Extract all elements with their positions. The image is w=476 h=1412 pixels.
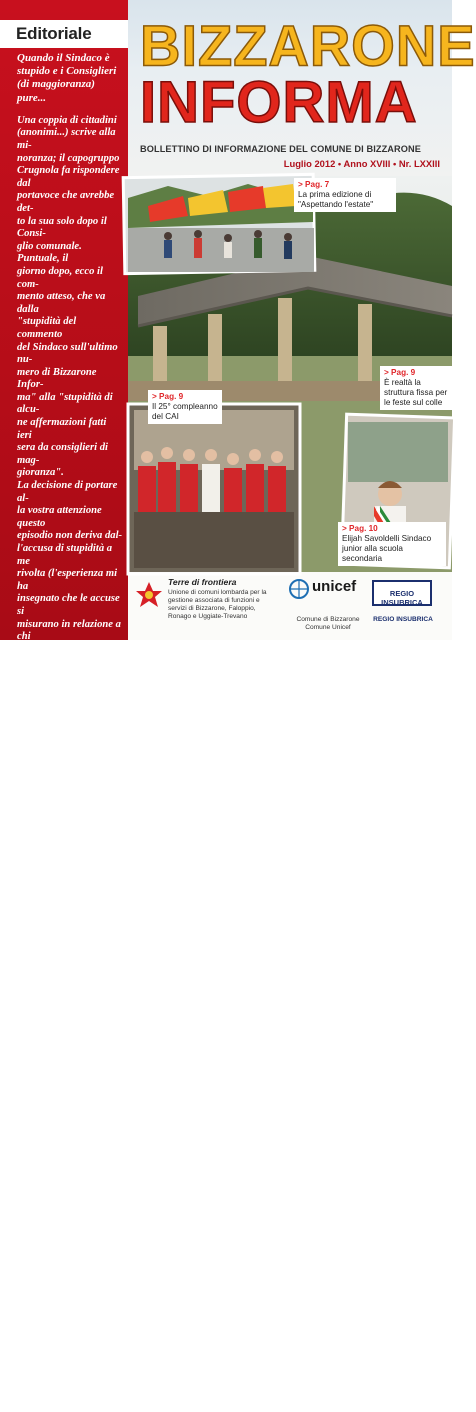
- editorial-line: rebbero macchiati...: [17, 1248, 105, 1260]
- editorial-line: zione di oltre 300.000 euro: [17, 1386, 111, 1411]
- terre-di-frontiera-logo-icon: [134, 580, 164, 610]
- issue-info: Luglio 2012 • Anno XVIII • Nr. LXXIII: [283, 158, 440, 169]
- cover-photo-collage: [128, 176, 452, 640]
- editorial-line: episodio non deriva dal-: [17, 530, 123, 542]
- editorial-line: la vostra attenzione questo: [17, 505, 102, 529]
- caption-text: Elijah Savoldelli Sindaco junior alla scuola secondaria: [342, 534, 432, 563]
- editorial-line: ma" alla "stupidità di alcu-: [17, 391, 113, 416]
- editorial-line: meritano certo appellativi: [17, 1034, 81, 1058]
- masthead: [128, 0, 476, 176]
- regio-caption: REGIO INSUBRICA: [373, 616, 433, 623]
- editorial-line: sera da consiglieri di mag-: [17, 442, 108, 466]
- editorial-line: un avanzo di amministra-: [17, 1361, 73, 1386]
- editorial-line: la rivolta ai miei collabora-: [17, 719, 89, 743]
- masthead-subtitle: BOLLETTINO DI INFORMAZIONE DEL COMUNE DI BIZZARONE: [140, 144, 421, 154]
- editorial-line: hanno approvato il bilan-: [17, 1311, 101, 1335]
- editorial-line: le solo nel disfare. Ad ogni: [17, 1134, 112, 1159]
- editorial-line: La decisione di portare al-: [17, 480, 118, 504]
- editorial-line: Potranno, come me, sba-: [17, 983, 105, 1008]
- photo-cai-group: [128, 404, 300, 574]
- caption-pag10[interactable]: [338, 522, 446, 566]
- editorial-line: • Questi stupidi consiglieri: [17, 1260, 84, 1285]
- editorial-line: stanza delle cose, vediamo: [17, 1197, 93, 1222]
- editorial-tab: Editoriale: [0, 20, 128, 48]
- editorial-line: tori Felice Bernasconi, Ve-: [17, 744, 118, 769]
- editorial-line: sparini, Veronica La Toma: [17, 832, 107, 857]
- editorial-line: ne affermazioni fatti ieri: [17, 417, 107, 441]
- editorial-line: abbronzante...), ma a quel-: [17, 694, 110, 718]
- editorial-line: noranza; il capogruppo: [17, 152, 120, 164]
- editorial-line: l'accusa di stupidità a me: [17, 543, 113, 567]
- editorial-line: loro impegno a fare, gli in-: [17, 1084, 120, 1109]
- editorial-line: Luca De Rosa, Mirko Ga-: [17, 807, 112, 832]
- caption-page-ref: > Pag. 9: [384, 368, 416, 377]
- editorial-column: [0, 0, 128, 1411]
- editorial-line: insegnato che le accuse si: [17, 593, 120, 617]
- editorial-line: simili perché a fronte del: [17, 1059, 111, 1083]
- editorial-line: gioranza".: [17, 467, 64, 479]
- editorial-line: mero di Bizzarone Infor-: [17, 366, 97, 391]
- editorial-line: glio comunale. Puntuale, il: [17, 240, 82, 265]
- editorial-line: portante è sempre la so-: [17, 1185, 122, 1197]
- regio-insubrica-logo: [372, 580, 432, 606]
- editorial-line: scivolare come una crema: [17, 668, 102, 693]
- editorial-line: te le fa e dunque questa può: [17, 643, 121, 668]
- editorial-line: (ed il loro stupido Sindaco): [17, 1286, 94, 1310]
- editorial-line: mento atteso, che va dalla: [17, 291, 106, 315]
- footer-logos: [128, 572, 452, 640]
- terre-title: Terre di frontiera: [168, 577, 237, 587]
- editorial-lead: Quando il Sindaco è stupido e i Consiglieri (di maggioranza) pure...: [17, 52, 117, 104]
- editorial-line: del Sindaco sull'ultimo nu-: [17, 341, 118, 366]
- editorial-line: to la sua solo dopo il Consi-: [17, 215, 107, 240]
- editorial-line: cio 2011. E' stato chiuso con: [17, 1336, 92, 1360]
- editorial-line: ronica Bordoli, Barbara: [17, 769, 123, 781]
- caption-pag9-struttura[interactable]: [380, 366, 452, 410]
- editorial-line: serio, cristallino, costante.: [17, 958, 91, 983]
- unicef-caption: Comune di Bizzarone Comune Unicef: [296, 616, 360, 631]
- editorial-line: misurano in relazione a chi: [17, 618, 121, 643]
- caption-text: È realtà la struttura fissa per le feste sul colle: [384, 378, 448, 407]
- caption-page-ref: > Pag. 10: [342, 524, 378, 533]
- editorial-line: giorno dopo, ecco il com-: [17, 265, 103, 290]
- caption-page-ref: > Pag. 9: [152, 392, 184, 401]
- editorial-line: tati perché il loro impegno: [17, 908, 93, 932]
- editorial-line: e Franco Lo Monaco. Non: [17, 857, 113, 882]
- editorial-line: Crugnola fa rispondere dal: [17, 165, 120, 189]
- editorial-line: rivolta (l'esperienza mi ha: [17, 568, 118, 592]
- editorial-line: (anonimi...) scrive alla mi-: [17, 127, 116, 151]
- editorial-line: Bottinelli, Daniel Cocquio,: [17, 782, 93, 806]
- caption-text: Il 25° compleanno del CAI: [152, 402, 218, 421]
- editorial-line: "stupidità del commento: [17, 316, 77, 340]
- masthead-title-line1: BIZZARONE: [140, 13, 476, 78]
- terre-text: Unione di comuni lombarda per la gestione associata di funzioni e servizi di Bizzarone, Faloppio, Ronago e Uggiate-Trevano: [168, 589, 267, 620]
- regio-logo-text: REGIO INSUBRICA: [381, 589, 423, 607]
- unicef-globe-icon: [286, 578, 312, 600]
- masthead-title-line2: INFORMA: [140, 70, 418, 135]
- editorial-body: [17, 115, 123, 1412]
- editorial-line: nei confronti di Bizzarone è: [17, 933, 85, 957]
- caption-pag7[interactable]: [294, 178, 396, 212]
- photo-festival-stalls: [123, 174, 315, 273]
- caption-page-ref: > Pag. 7: [298, 180, 330, 189]
- editorial-line: portavoce che avrebbe det-: [17, 190, 115, 214]
- editorial-text: [17, 52, 123, 1412]
- editorial-line: sulti vengono da chi accet-: [17, 1109, 105, 1134]
- caption-pag9-cai[interactable]: [148, 390, 222, 424]
- editorial-line: accetto che vengano insul-: [17, 883, 106, 907]
- editorial-line: Una coppia di cittadini: [17, 114, 117, 126]
- editorial-line: le stupidaggini di cui si sa-: [17, 1223, 119, 1247]
- caption-text: La prima edizione di "Aspettando l'estate": [298, 190, 374, 209]
- unicef-logo: unicef: [312, 578, 357, 595]
- editorial-line: buon conto, siccome l'im-: [17, 1160, 107, 1184]
- editorial-line: gliare in qualcosa, ma non: [17, 1008, 115, 1033]
